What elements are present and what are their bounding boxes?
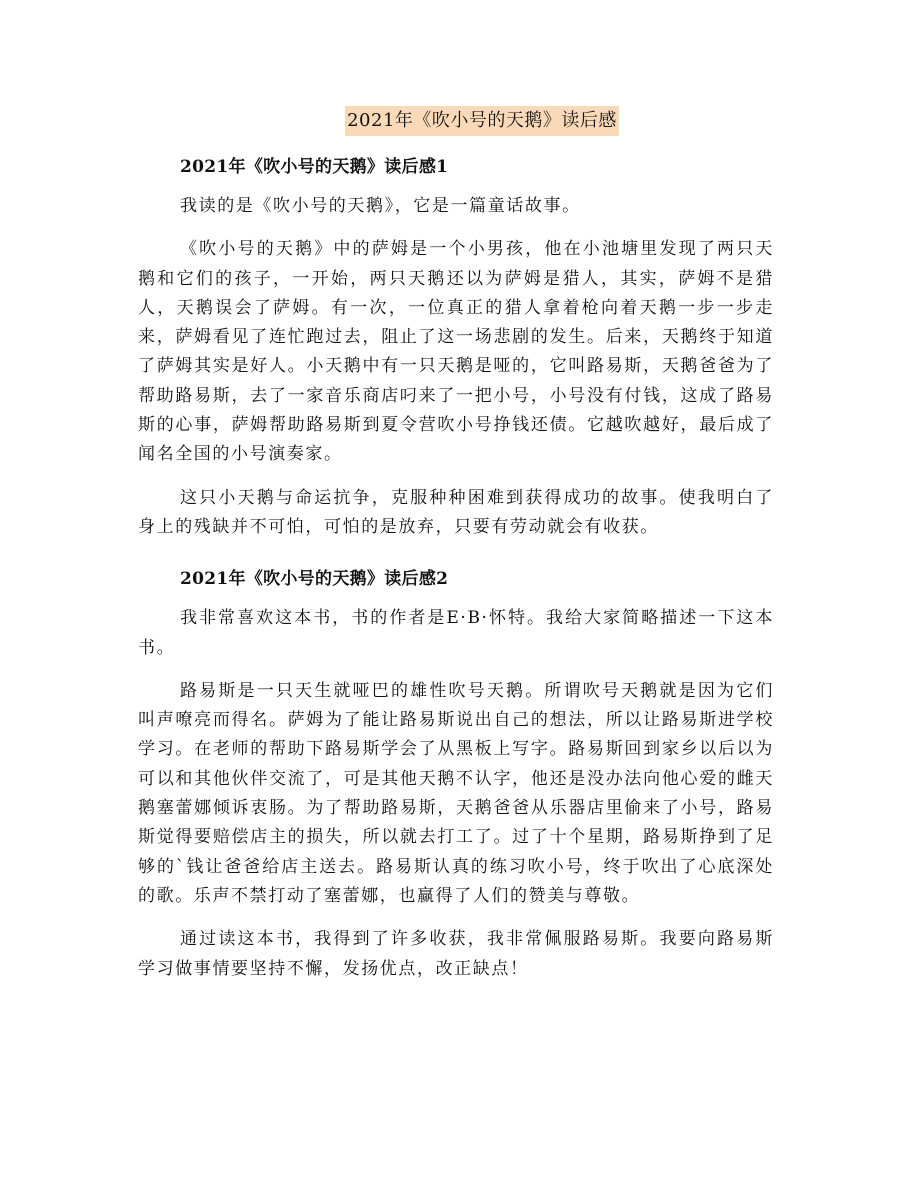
paragraph: 《吹小号的天鹅》中的萨姆是一个小男孩，他在小池塘里发现了两只天鹅和它们的孩子，一开始，两只天鹅还以为萨姆是猎人，其实，萨姆不是猎人，天鹅误会了萨姆。有一次，一位真正的猎人拿着枪向着天鹅一步一步走来，萨姆看见了连忙跑过去，阻止了这一场悲剧的发生。后来，天鹅终于知道了萨姆其实是好人。小天鹅中有一只天鹅是哑的，它叫路易斯，天鹅爸爸为了帮助路易斯，去了一家音乐商店叼来了一把小号，小号没有付钱，这成了路易斯的心事，萨姆帮助路易斯到夏令营吹小号挣钱还债。它越吹越好，最后成了闻名全国的小号演奏家。 (138, 239, 774, 465)
section-heading-1: 2021年《吹小号的天鹅》读后感1 (180, 157, 449, 177)
paragraph: 这只小天鹅与命运抗争，克服种种困难到获得成功的故事。使我明白了身上的残缺并不可怕，可怕的是放弃，只要有劳动就会有收获。 (138, 487, 774, 537)
section-2 (138, 562, 774, 984)
paragraph: 通过读这本书，我得到了许多收获，我非常佩服路易斯。我要向路易斯学习做事情要坚持不懈，发扬优点，改正缺点！ (138, 929, 774, 979)
paragraph: 路易斯是一只天生就哑巴的雄性吹号天鹅。所谓吹号天鹅就是因为它们叫声嘹亮而得名。萨姆为了能让路易斯说出自己的想法，所以让路易斯进学校学习。在老师的帮助下路易斯学会了从黑板上写字。路易斯回到家乡以后以为可以和其他伙伴交流了，可是其他天鹅不认字，他还是没办法向他心爱的雌天鹅塞蕾娜倾诉衷肠。为了帮助路易斯，天鹅爸爸从乐器店里偷来了小号，路易斯觉得要赔偿店主的损失，所以就去打工了。过了十个星期，路易斯挣到了足够的`钱让爸爸给店主送去。路易斯认真的练习吹小号，终于吹出了心底深处的歌。乐声不禁打动了塞蕾娜，也赢得了人们的赞美与尊敬。 (138, 680, 774, 906)
section-1 (138, 150, 774, 542)
paragraph: 我非常喜欢这本书，书的作者是E·B·怀特。我给大家简略描述一下这本书。 (138, 608, 774, 658)
document-title: 2021年《吹小号的天鹅》读后感 (345, 106, 619, 136)
title-container (0, 106, 920, 136)
document-body (138, 150, 774, 1004)
paragraph: 我读的是《吹小号的天鹅》，它是一篇童话故事。 (180, 196, 581, 216)
section-heading-2: 2021年《吹小号的天鹅》读后感2 (180, 569, 449, 590)
